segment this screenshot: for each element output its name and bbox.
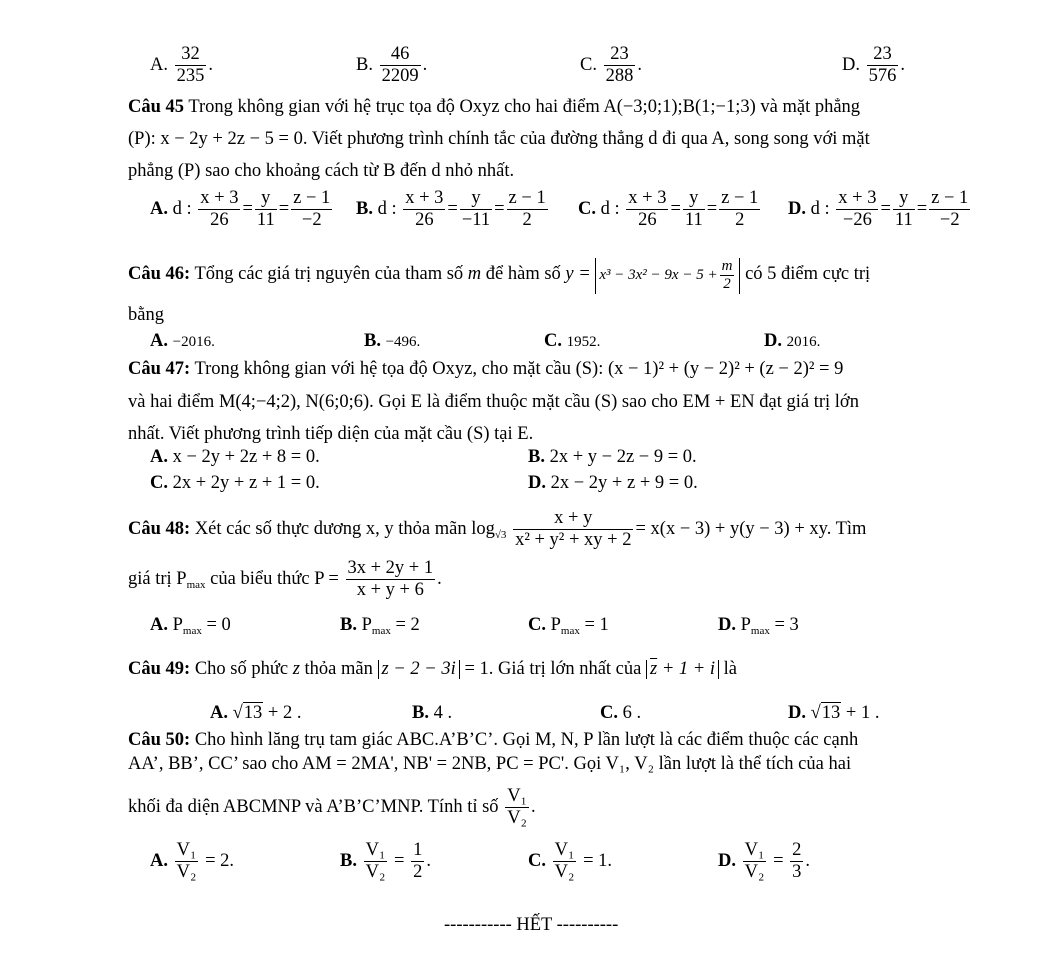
q48-option-a: A. $P_{max} = 0$ [150,615,231,637]
q45-option-b: B. d : $\frac{x + 3}{26}$ = $\frac{y}{-11}$ = $\frac{z - 1}{2}$ [356,188,546,231]
q49-option-a: A. √13 + 2 . [210,703,302,723]
q45-line3: phẳng (P) sao cho khoảng cách từ B đến d nhỏ nhất. [128,161,515,181]
q50-option-b: B. $\frac{\text{V₁}}{\text{V₂}}$ = $\frac{1}{2}$ . [340,840,431,883]
q48-line1: Câu 48: Xét các số thực dương x, y thỏa mãn $\log_{√3}$ $\frac{x + y}{\text{x² + y² + xy + 2}}$ = x(x − 3) + y(y − 3) + xy. Tìm [128,508,867,551]
q50-option-c: C. $\frac{\text{V₁}}{\text{V₂}}$ = 1. [528,840,612,883]
q48-option-c: C. $P_{max} = 1$ [528,615,609,637]
q49-line1: Câu 49: Cho số phức z thỏa mãn z − 2 − 3i = 1. Giá trị lớn nhất của $\overline{z} + 1 + i$ là [128,659,738,679]
q46-line1: Câu 46: Tổng các giá trị nguyên của tham số m để hàm số y = x³ − 3x² − 9x − 5 + $\frac{m}{2}$ có 5 điểm cực trị [128,258,871,293]
q47-line3: nhất. Viết phương trình tiếp diện của mặt cầu (S) tại E. [128,424,534,444]
q50-option-d: D. $\frac{\text{V₁}}{\text{V₂}}$ = $\frac{2}{3}$ . [718,840,810,883]
q47-option-d: D. 2x − 2y + z + 9 = 0. [528,473,698,493]
q45-option-a: A. d : $\frac{x + 3}{26}$ = $\frac{y}{11}$ = $\frac{z - 1}{-2}$ [150,188,331,231]
q50-line2: AA’, BB’, CC’ sao cho AM = 2MA', NB' = 2NB, PC = PC'. Gọi V₁, V₂ lần lượt là thể tích của hai [128,754,852,774]
option-c: C. $\frac{23}{288}$ . [580,44,642,87]
option-d: D. $\frac{23}{576}$ . [842,44,905,87]
q50-line1: Câu 50: Cho hình lăng trụ tam giác ABC.A’B’C’. Gọi M, N, P lần lượt là các điểm thuộc các cạnh [128,730,859,750]
q47-option-a: A. x − 2y + 2z + 8 = 0. [150,447,320,467]
q46-line2: bằng [128,305,164,325]
q45-line2: (P): x − 2y + 2z − 5 = 0. Viết phương trình chính tắc của đường thẳng d đi qua A, song song với mặt [128,129,870,149]
q48-option-b: B. $P_{max} = 2$ [340,615,420,637]
option-a: A. $\frac{32}{235}$ . [150,44,213,87]
q46-option-a: A. −2016. [150,331,215,351]
q46-option-d: D. 2016. [764,331,821,351]
q45-option-c: C. d : $\frac{x + 3}{26}$ = $\frac{y}{11}$ = $\frac{z - 1}{2}$ [578,188,759,231]
q48-option-d: D. $P_{max} = 3$ [718,615,799,637]
q49-option-d: D. √13 + 1 . [788,703,880,723]
q46-option-c: C. 1952. [544,331,601,351]
q49-option-b: B. 4 . [412,703,453,723]
q50-line3: khối đa diện ABCMNP và A’B’C’MNP. Tính tỉ số $\frac{\text{V₁}}{\text{V₂}}$ . [128,786,536,829]
q46-option-b: B. −496. [364,331,421,351]
q45-line1: Câu 45 Trong không gian với hệ trục tọa độ Oxyz cho hai điểm A(−3;0;1);B(1;−1;3) và mặt phẳng [128,97,861,117]
q49-option-c: C. 6 . [600,703,642,723]
q50-option-a: A. $\frac{\text{V₁}}{\text{V₂}}$ = 2. [150,840,234,883]
q47-line2: và hai điểm M(4;−4;2), N(6;0;6). Gọi E là điểm thuộc mặt cầu (S) sao cho EM + EN đạt giá trị lớn [128,392,859,412]
option-b: B. $\frac{46}{2209}$ . [356,44,428,87]
q45-option-d: D. d : $\frac{x + 3}{-26}$ = $\frac{y}{11}$ = $\frac{z - 1}{-2}$ [788,188,969,231]
q48-line2: giá trị $P_{max}$ của biểu thức P = $\frac{3x + 2y + 1}{x + y + 6}$ . [128,558,442,601]
footer-end: ----------- HẾT ---------- [444,915,619,935]
q47-option-b: B. 2x + y − 2z − 9 = 0. [528,447,697,467]
q47-option-c: C. 2x + 2y + z + 1 = 0. [150,473,320,493]
q47-line1: Câu 47: Trong không gian với hệ tọa độ Oxyz, cho mặt cầu (S): (x − 1)² + (y − 2)² + (z − 2)² = 9 [128,359,844,379]
